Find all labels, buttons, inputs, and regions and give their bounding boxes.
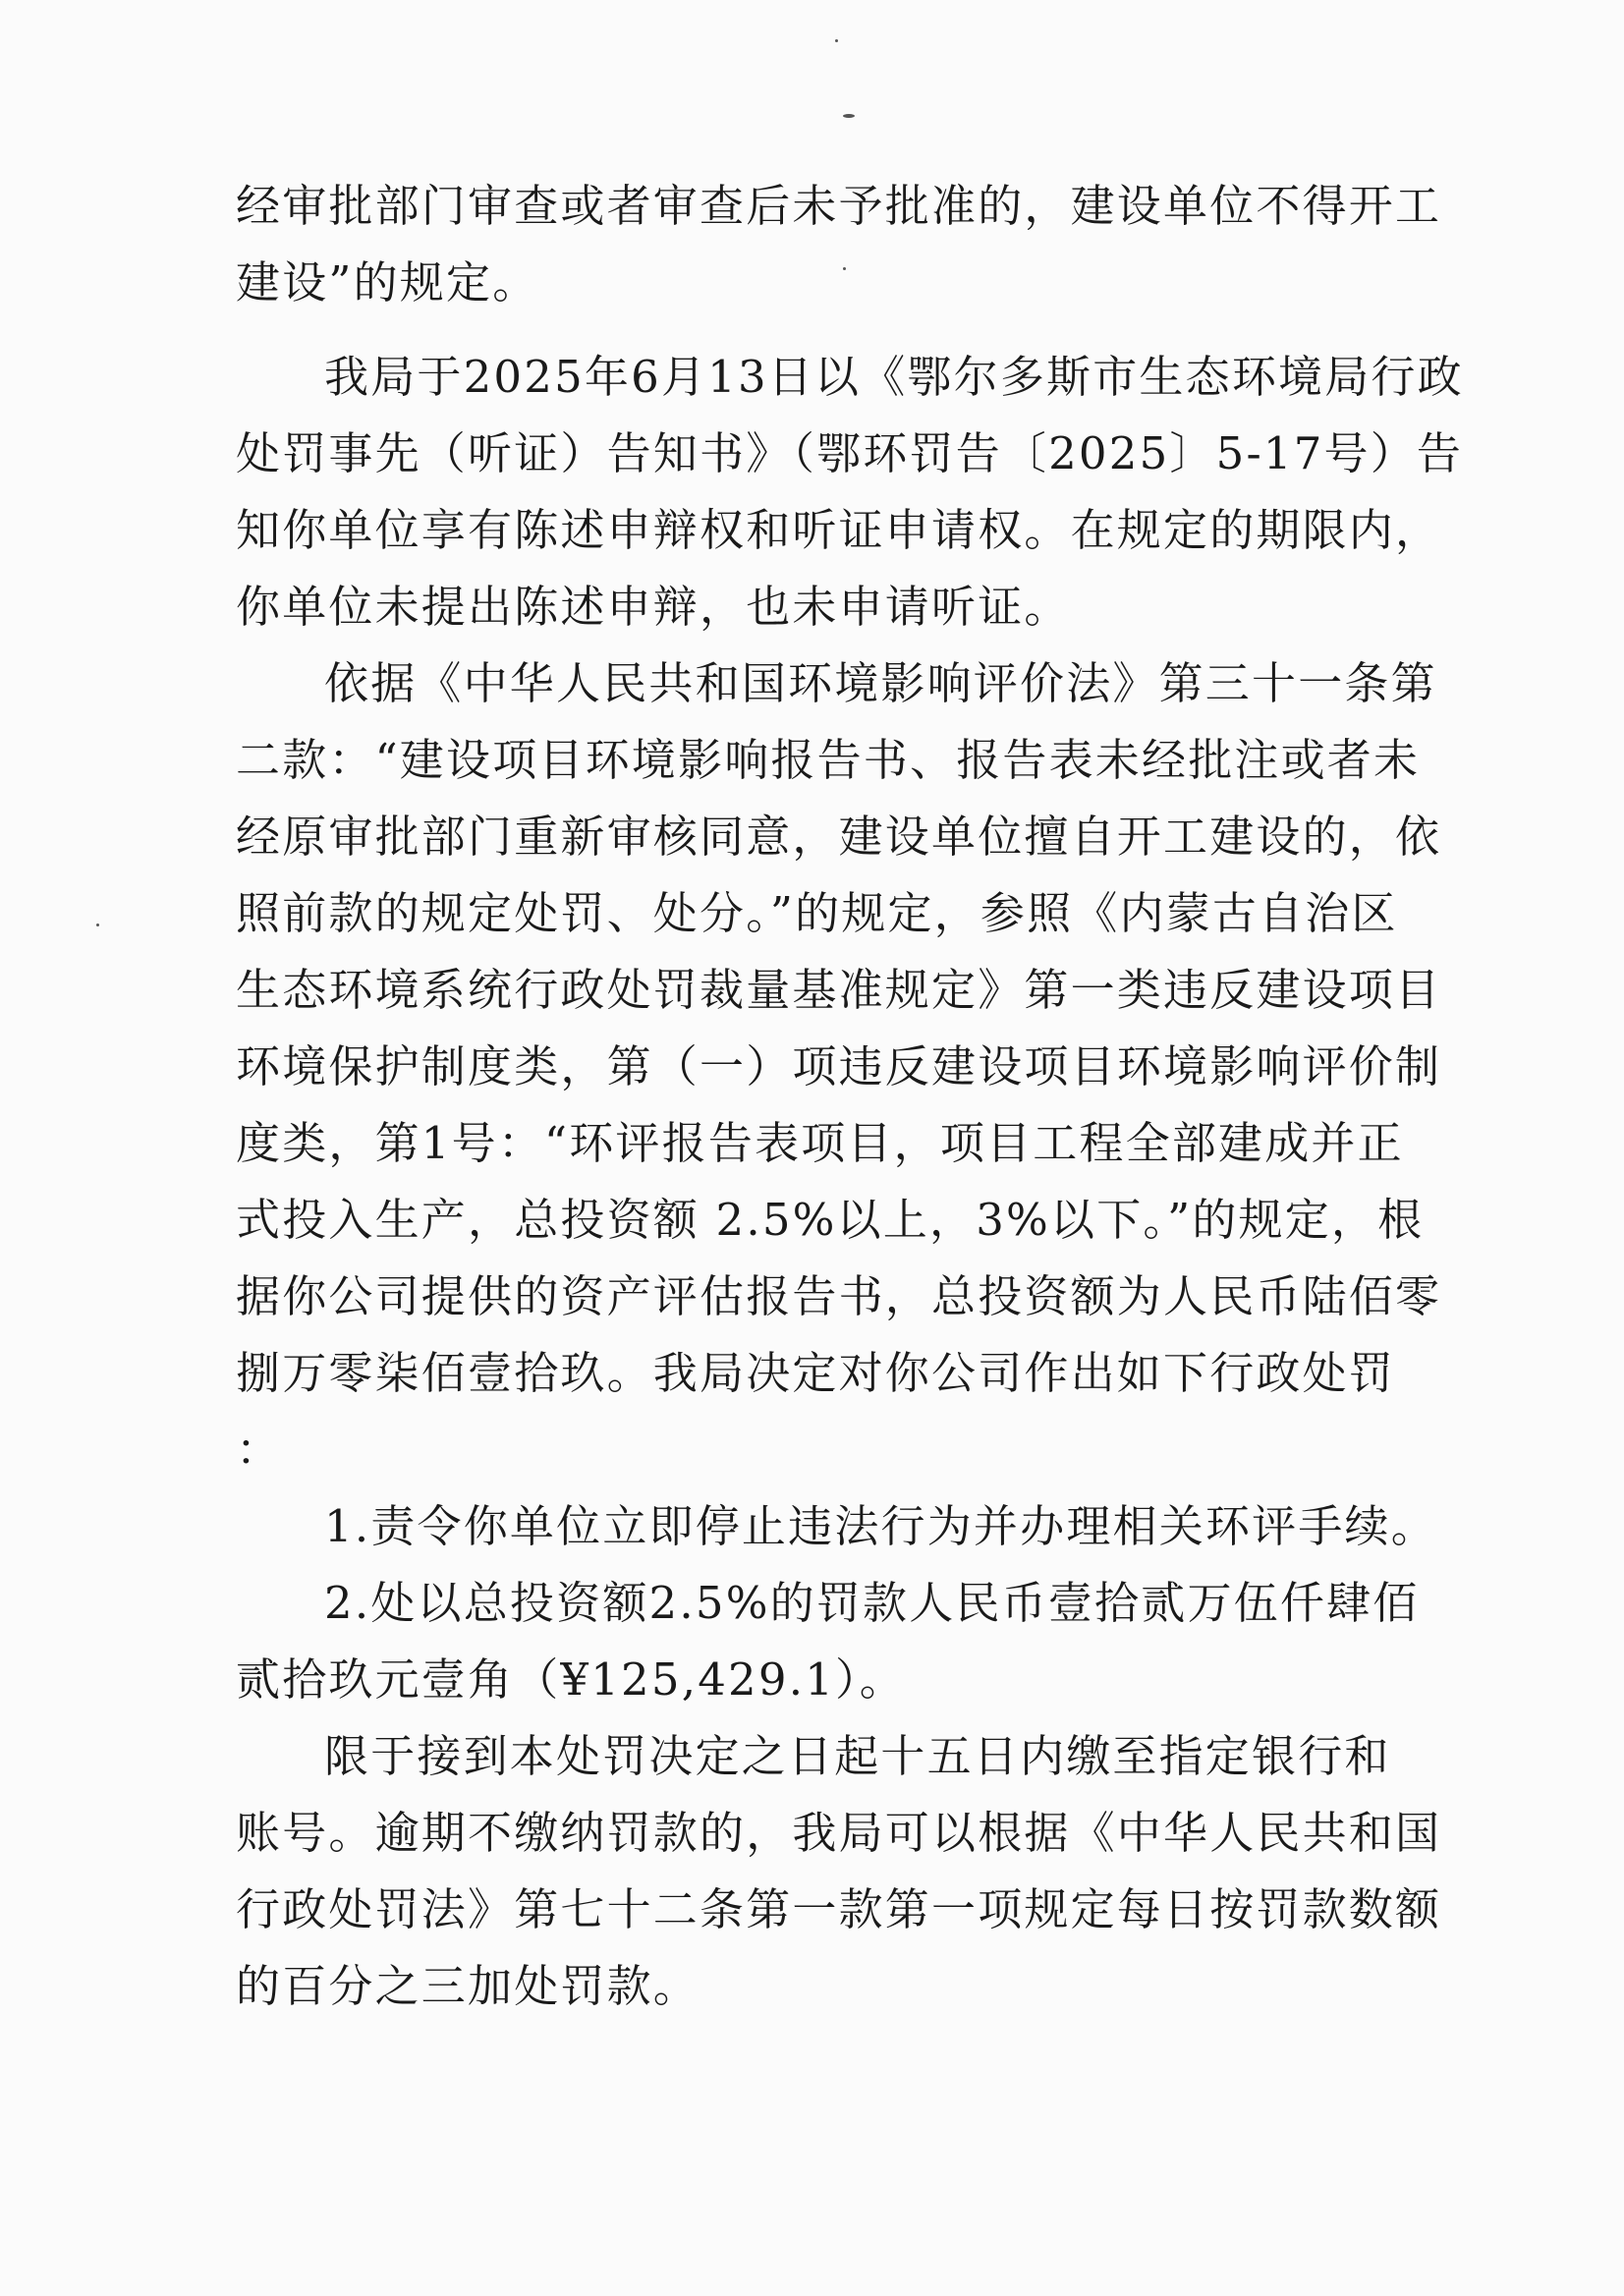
text-line: 照前款的规定处罚、处分。”的规定，参照《内蒙古自治区 — [236, 887, 1398, 939]
text-line: 度类，第1号：“环评报告表项目，项目工程全部建成并正 — [236, 1117, 1404, 1169]
text-line: 1.责令你单位立即停止违法行为并办理相关环评手续。 — [324, 1500, 1437, 1552]
text-line: 二款：“建设项目环境影响报告书、报告表未经批注或者未 — [236, 734, 1421, 786]
text-line: 经审批部门审查或者审查后未予批准的，建设单位不得开工 — [236, 180, 1442, 232]
text-line: 的百分之三加处罚款。 — [236, 1960, 700, 2012]
text-line: 经原审批部门重新审核同意，建设单位擅自开工建设的，依 — [236, 811, 1442, 863]
text-line: 2.处以总投资额2.5%的罚款人民币壹拾贰万伍仟肆佰 — [324, 1577, 1420, 1629]
text-line: 你单位未提出陈述申辩，也未申请听证。 — [236, 581, 1071, 633]
text-line: 处罚事先（听证）告知书》（鄂环罚告〔2025〕5-17号）告 — [236, 427, 1464, 479]
text-line: 捌万零柒佰壹拾玖。我局决定对你公司作出如下行政处罚 — [236, 1347, 1396, 1399]
scan-speck — [96, 924, 99, 926]
text-line: 限于接到本处罚决定之日起十五日内缴至指定银行和 — [324, 1730, 1391, 1782]
text-line: 行政处罚法》第七十二条第一款第一项规定每日按罚款数额 — [236, 1883, 1442, 1935]
text-line: 依据《中华人民共和国环境影响评价法》第三十一条第 — [324, 657, 1437, 709]
scan-speck — [835, 39, 838, 42]
text-line: 贰拾玖元壹角（¥125,429.1）。 — [236, 1653, 906, 1706]
text-line: 账号。逾期不缴纳罚款的，我局可以根据《中华人民共和国 — [236, 1807, 1442, 1859]
scan-speck — [843, 114, 855, 118]
text-line: 我局于2025年6月13日以《鄂尔多斯市生态环境局行政 — [324, 351, 1464, 403]
text-line: 建设”的规定。 — [236, 256, 539, 308]
text-line: 据你公司提供的资产评估报告书，总投资额为人民币陆佰零 — [236, 1270, 1442, 1322]
text-line: 知你单位享有陈述申辩权和听证申请权。在规定的期限内， — [236, 504, 1442, 556]
text-line: 生态环境系统行政处罚裁量基准规定》第一类违反建设项目 — [236, 964, 1442, 1016]
text-line: 式投入生产，总投资额 2.5%以上，3%以下。”的规定，根 — [236, 1194, 1425, 1246]
text-line: 环境保护制度类，第（一）项违反建设项目环境影响评价制 — [236, 1040, 1442, 1092]
text-line: ： — [236, 1424, 283, 1476]
